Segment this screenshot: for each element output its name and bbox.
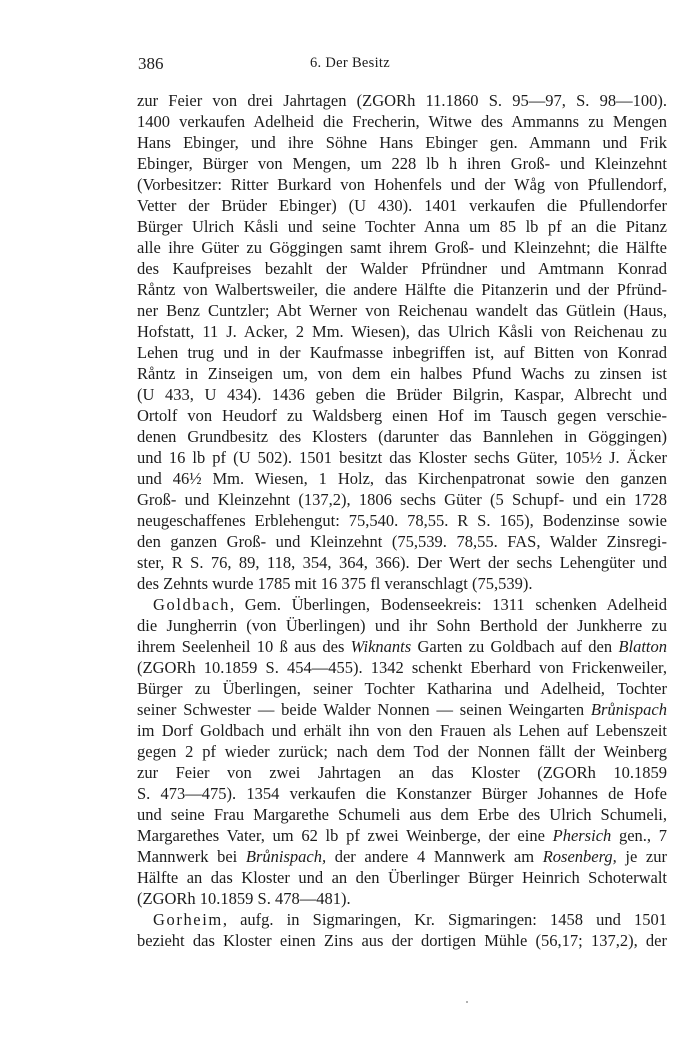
italic-term: Phersich (552, 826, 612, 845)
text-segment: , aufg. in Sigmaringen, Kr. Sigmaringen: 1458 und 1501 (222, 910, 667, 929)
text-segment: alle ihre Güter zu Göggingen samt ihrem Groß- und Kleinzehnt; die Hälfte (137, 238, 667, 257)
italic-term: Brůnispach (590, 700, 667, 719)
entry-heading: Goldbach (153, 595, 230, 614)
text-line (137, 594, 667, 615)
text-line (137, 699, 667, 720)
text-segment: Hans Ebinger, und ihre Söhne Hans Ebinger gen. Ammann und Frik (137, 133, 667, 152)
text-segment: Råntz in Zinseigen um, von dem ein halbes Pfund Wachs zu zinsen ist (137, 364, 667, 383)
body-text (137, 90, 667, 951)
text-line (137, 258, 667, 279)
text-segment: Vetter der Brüder Ebinger) (U 430). 1401 verkaufen die Pfullendorfer (137, 196, 667, 215)
text-segment: und 46½ Mm. Wiesen, 1 Holz, das Kirchenpatronat sowie den ganzen (137, 469, 667, 488)
text-segment: Bürger zu Überlingen, seiner Tochter Katharina und Adelheid, Tochter (137, 679, 667, 698)
italic-term: Blatton (618, 637, 667, 656)
text-line (137, 678, 667, 699)
text-segment: Hälfte an das Kloster und an den Überlinger Bürger Heinrich Schoterwalt (137, 868, 667, 887)
text-line (137, 804, 667, 825)
text-segment: neugeschaffenes Erblehengut: 75,540. 78,55. R S. 165), Bodenzinse sowie (137, 511, 667, 530)
text-segment: zur Feier von zwei Jahrtagen an das Kloster (ZGORh 10.1859 (137, 763, 667, 782)
text-line (137, 783, 667, 804)
text-line (137, 342, 667, 363)
text-segment: ner Benz Cuntzler; Abt Werner von Reichenau wandelt das Gütlein (Haus, (137, 301, 667, 320)
text-segment: S. 473—475). 1354 verkaufen die Konstanzer Bürger Johannes de Hofe (137, 784, 667, 803)
text-segment: Mannwerk bei (137, 847, 246, 866)
text-segment: zur Feier von drei Jahrtagen (ZGORh 11.1860 S. 95—97, S. 98—100). (137, 91, 667, 110)
text-segment: (U 433, U 434). 1436 geben die Brüder Bilgrin, Kaspar, Albrecht und (137, 385, 667, 404)
text-segment: die Jungherrin (von Überlingen) und ihr Sohn Berthold der Junkherre zu (137, 616, 667, 635)
text-line (137, 447, 667, 468)
text-line (137, 846, 667, 867)
text-segment: des Zehnts wurde 1785 mit 16 375 fl veranschlagt (75,539). (137, 574, 533, 593)
text-line (137, 825, 667, 846)
text-line (137, 300, 667, 321)
text-line (137, 489, 667, 510)
text-segment: Ebinger, Bürger von Mengen, um 228 lb h ihren Groß- und Kleinzehnt (137, 154, 667, 173)
text-segment: gen., 7 (611, 826, 667, 845)
page-number: 386 (138, 54, 164, 73)
text-segment: Hofstatt, 11 J. Acker, 2 Mm. Wiesen), das Ulrich Kåsli von Reichenau zu (137, 322, 667, 341)
text-segment: Ortolf von Heudorf zu Waldsberg einen Hof im Tausch gegen verschie- (137, 406, 667, 425)
text-line (137, 741, 667, 762)
text-line (137, 888, 667, 909)
text-segment: Råntz von Walbertsweiler, die andere Hälfte die Pitanzerin und der Pfründ- (137, 280, 667, 299)
italic-term: Brůnispach, (245, 847, 327, 866)
text-line (137, 363, 667, 384)
text-line (137, 573, 667, 594)
text-line (137, 216, 667, 237)
text-line (137, 909, 667, 930)
text-line (137, 90, 667, 111)
text-segment: Lehen trug und in der Kaufmasse inbegriffen ist, auf Bitten von Konrad (137, 343, 667, 362)
text-segment: den ganzen Groß- und Kleinzehnt (75,539. 78,55. FAS, Walder Zinsregi- (137, 532, 667, 551)
paper-speck (466, 1001, 468, 1003)
text-line (137, 720, 667, 741)
page-header (0, 54, 700, 80)
text-segment: Groß- und Kleinzehnt (137,2), 1806 sechs Güter (5 Schupf- und ein 1728 (137, 490, 667, 509)
text-line (137, 615, 667, 636)
text-segment: gegen 2 pf wieder zurück; nach dem Tod der Nonnen fällt der Weinberg (137, 742, 667, 761)
text-segment: und 16 lb pf (U 502). 1501 besitzt das Kloster sechs Güter, 105½ J. Äcker (137, 448, 667, 467)
text-segment: (ZGORh 10.1859 S. 454—455). 1342 schenkt Eberhard von Frickenweiler, (137, 658, 667, 677)
text-segment: Garten zu Goldbach auf den (411, 637, 619, 656)
text-line (137, 405, 667, 426)
text-segment: , Gem. Überlingen, Bodenseekreis: 1311 schenken Adelheid (229, 595, 667, 614)
text-line (137, 111, 667, 132)
text-line (137, 279, 667, 300)
text-line (137, 930, 667, 951)
italic-term: Rosenberg, (542, 847, 617, 866)
text-line (137, 552, 667, 573)
text-segment: denen Grundbesitz des Klosters (darunter das Bannlehen in Göggingen) (137, 427, 667, 446)
text-segment: der andere 4 Mannwerk am (326, 847, 543, 866)
text-segment: seiner Schwester — beide Walder Nonnen — seinen Weingarten (137, 700, 591, 719)
text-segment: 1400 verkaufen Adelheid die Frecherin, Witwe des Ammanns zu Mengen (137, 112, 667, 131)
text-line (137, 195, 667, 216)
text-line (137, 321, 667, 342)
italic-term: Wiknants (350, 637, 412, 656)
text-segment: ster, R S. 76, 89, 118, 354, 364, 366). Der Wert der sechs Lehengüter und (137, 553, 667, 572)
text-line (137, 657, 667, 678)
text-line (137, 153, 667, 174)
text-line (137, 132, 667, 153)
text-segment: bezieht das Kloster einen Zins aus der dortigen Mühle (56,17; 137,2), der (137, 931, 667, 950)
text-segment: Bürger Ulrich Kåsli und seine Tochter Anna um 85 lb pf an die Pitanz (137, 217, 667, 236)
text-segment: und seine Frau Margarethe Schumeli aus dem Erbe des Ulrich Schumeli, (137, 805, 667, 824)
running-head: 6. Der Besitz (309, 55, 390, 71)
text-segment: ihrem Seelenheil 10 ß aus des (137, 637, 351, 656)
text-line (137, 174, 667, 195)
text-segment: des Kaufpreises bezahlt der Walder Pfründner und Amtmann Konrad (137, 259, 667, 278)
text-segment: (ZGORh 10.1859 S. 478—481). (137, 889, 351, 908)
text-line (137, 867, 667, 888)
text-segment: je zur (616, 847, 667, 866)
text-line (137, 426, 667, 447)
text-line (137, 510, 667, 531)
text-line (137, 762, 667, 783)
text-line (137, 636, 667, 657)
text-segment: Margarethes Vater, um 62 lb pf zwei Weinberge, der eine (137, 826, 553, 845)
text-segment: (Vorbesitzer: Ritter Burkard von Hohenfels und der Wåg von Pfullendorf, (137, 175, 667, 194)
text-line (137, 531, 667, 552)
entry-heading: Gorheim (153, 910, 223, 929)
text-line (137, 468, 667, 489)
text-line (137, 384, 667, 405)
text-segment: im Dorf Goldbach und erhält ihn von den Frauen als Lehen auf Lebenszeit (137, 721, 667, 740)
text-line (137, 237, 667, 258)
